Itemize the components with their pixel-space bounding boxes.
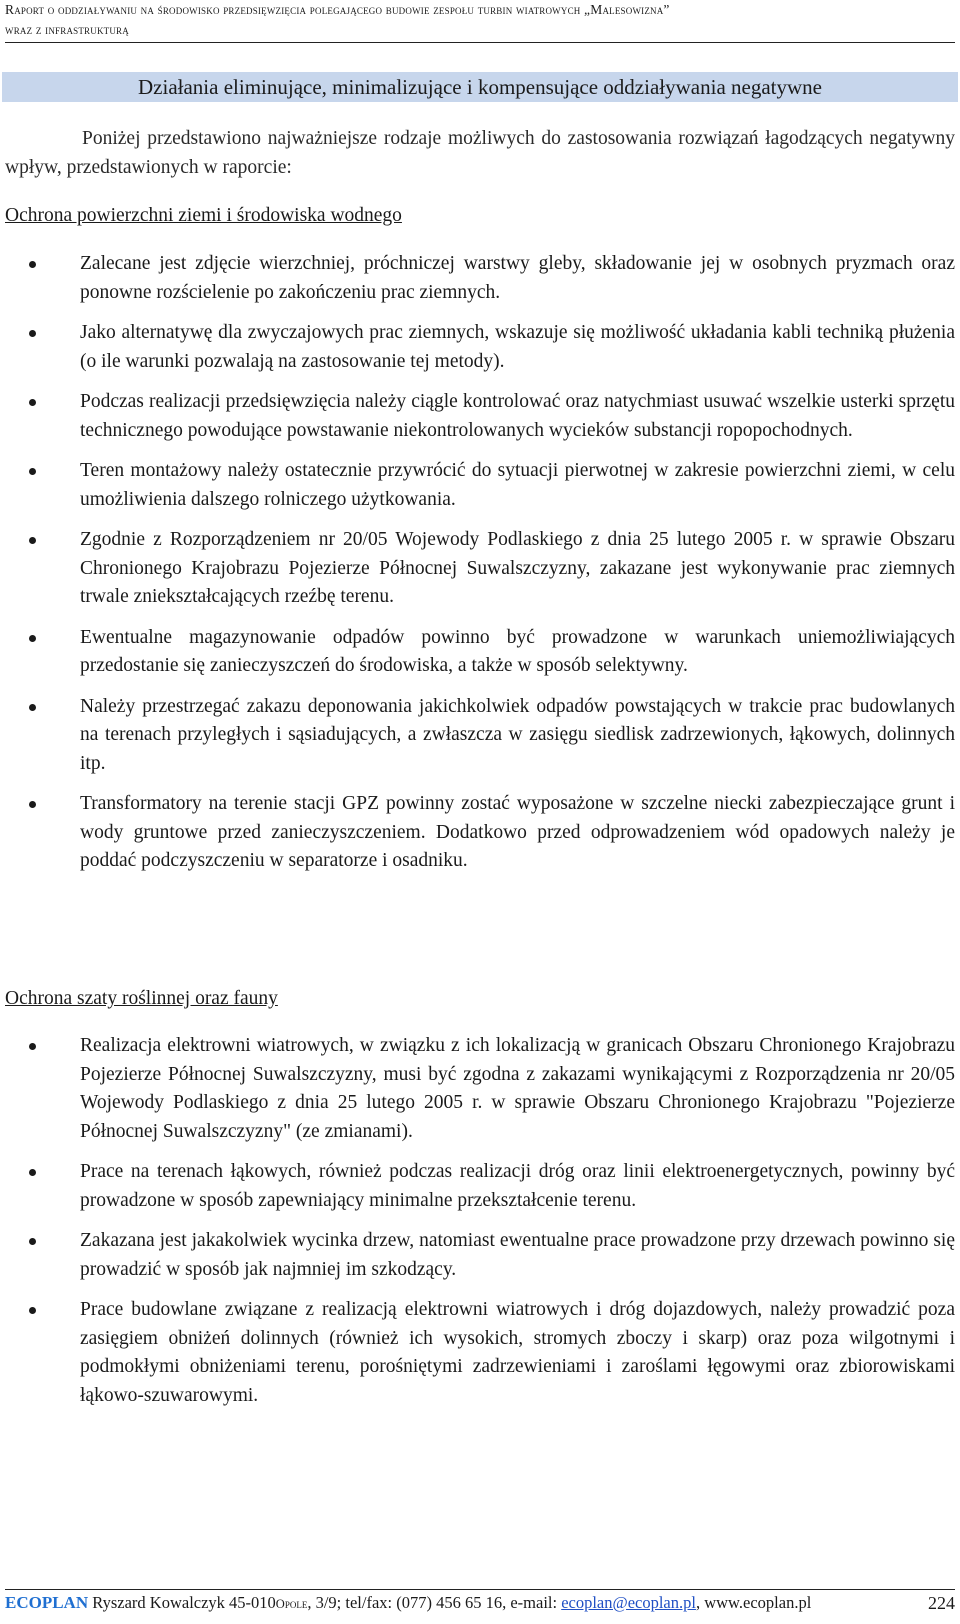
list-item-text: Transformatory na terenie stacji GPZ powinny zostać wyposażone w szczelne niecki zabezpieczające grunt i wody gruntowe przed zanieczyszczeniem. Dodatkowo przed odprowadzeniem wód opadowych należy je poddać podczyszczeniu w separatorze i osadniku. — [80, 793, 955, 871]
list-item — [0, 1227, 960, 1284]
footer-postcode: 45-010 — [229, 1593, 276, 1612]
footer-address: , 3/9; tel/fax: (077) 456 65 16, e-mail: — [307, 1593, 562, 1612]
measures-list-soil-water — [0, 250, 960, 876]
bullet-icon — [29, 704, 36, 711]
intro-paragraph: Poniżej przedstawiono najważniejsze rodzaje możliwych do zastosowania rozwiązań łagodzących negatywny wpływ, przedstawionych w raporcie: — [5, 128, 955, 178]
list-item — [0, 526, 960, 612]
list-item-text: Podczas realizacji przedsięwzięcia należy ciągle kontrolować oraz natychmiast usuwać wszelkie usterki sprzętu technicznego powodujące powstawanie niekontrolowanych wycieków substancji ropopochodnych. — [80, 391, 955, 441]
footer-brand: ECOPLAN — [5, 1593, 89, 1612]
list-item — [0, 250, 960, 307]
footer-author: Ryszard Kowalczyk — [92, 1593, 225, 1612]
list-item — [0, 1032, 960, 1146]
bullet-icon — [29, 537, 36, 544]
running-header-line-1: Raport o oddziaływaniu na środowisko przedsięwzięcia polegającego budowie zespołu turbin wiatrowych „Malesowizna” — [5, 2, 670, 17]
bullet-icon — [29, 801, 36, 808]
section-title: Działania eliminujące, minimalizujące i kompensujące oddziaływania negatywne — [2, 72, 958, 102]
footer-city: Opole — [275, 1597, 308, 1611]
list-item — [0, 624, 960, 681]
bullet-icon — [29, 261, 36, 268]
list-item — [0, 693, 960, 779]
running-header — [5, 0, 955, 43]
footer-email-link[interactable]: ecoplan@ecoplan.pl — [561, 1593, 696, 1612]
bullet-icon — [29, 1238, 36, 1245]
subsection-title-soil-water: Ochrona powierzchni ziemi i środowiska wodnego — [5, 205, 402, 226]
bullet-icon — [29, 468, 36, 475]
bullet-icon — [29, 1307, 36, 1314]
page-number: 224 — [928, 1593, 955, 1613]
list-item — [0, 457, 960, 514]
bullet-icon — [29, 1043, 36, 1050]
list-item-text: Zgodnie z Rozporządzeniem nr 20/05 Wojewody Podlaskiego z dnia 25 lutego 2005 r. w sprawie Obszaru Chronionego Krajobrazu Pojezierze Północnej Suwalszczyzny, zakazane jest wykonywanie prac ziemnych trwale zniekształcających rzeźbę terenu. — [80, 529, 955, 607]
bullet-icon — [29, 330, 36, 337]
list-item-text: Zakazana jest jakakolwiek wycinka drzew, natomiast ewentualne prace prowadzone przy drzewach powinno się prowadzić w sposób jak najmniej im szkodzący. — [80, 1230, 955, 1280]
measures-list-flora-fauna — [0, 1032, 960, 1410]
list-item — [0, 388, 960, 445]
list-item — [0, 1158, 960, 1215]
list-item-text: Należy przestrzegać zakazu deponowania jakichkolwiek odpadów powstających w trakcie prac budowlanych na terenach przyległych i sąsiadujących, a zwłaszcza w zasięgu siedlisk zadrzewionych, łąkowych, dolinnych itp. — [80, 695, 955, 774]
list-item-text: Zalecane jest zdjęcie wierzchniej, próchniczej warstwy gleby, składowanie jej w osobnych pryzmach oraz ponowne rozścielenie po zakończeniu prac ziemnych. — [80, 253, 955, 303]
footer-website: , www.ecoplan.pl — [695, 1593, 812, 1612]
list-item-text: Prace na terenach łąkowych, również podczas realizacji dróg oraz linii elektroenergetycznych, powinny być prowadzone w sposób zapewniający minimalne przekształcenie terenu. — [80, 1161, 955, 1211]
list-item — [0, 790, 960, 876]
list-item-text: Teren montażowy należy ostatecznie przywrócić do sytuacji pierwotnej w zakresie powierzchni ziemi, w celu umożliwienia dalszego rolniczego użytkowania. — [80, 460, 955, 510]
list-item-text: Ewentualne magazynowanie odpadów powinno być prowadzone w warunkach uniemożliwiających przedostanie się zanieczyszczeń do środowiska, a także w sposób selektywny. — [80, 626, 955, 676]
list-item-text: Jako alternatywę dla zwyczajowych prac ziemnych, wskazuje się możliwość układania kabli techniką płużenia (o ile warunki pozwalają na zastosowanie tej metody). — [80, 322, 955, 372]
list-item — [0, 319, 960, 376]
bullet-icon — [29, 399, 36, 406]
list-item-text: Prace budowlane związane z realizacją elektrowni wiatrowych i dróg dojazdowych, należy prowadzić poza zasięgiem obniżeń dolinnych (również ich wysokich, stromych zboczy i skarp) oraz poza wilgotnymi i podmokłymi obniżeniami terenu, porośniętymi zadrzewieniami i zaroślami łęgowymi oraz zbiorowiskami łąkowo-szuwarowymi. — [80, 1299, 955, 1406]
bullet-icon — [29, 635, 36, 642]
list-item — [0, 1296, 960, 1410]
running-header-line-2: wraz z infrastrukturą — [5, 22, 129, 37]
subsection-title-flora-fauna: Ochrona szaty roślinnej oraz fauny — [5, 988, 278, 1009]
bullet-icon — [29, 1169, 36, 1176]
page-footer — [5, 1589, 955, 1616]
list-item-text: Realizacja elektrowni wiatrowych, w związku z ich lokalizacją w granicach Obszaru Chronionego Krajobrazu Pojezierze Północnej Suwalszczyzny, musi być zgodna z zakazami wynikającymi z Rozporządzenia nr 20/05 Wojewody Podlaskiego z dnia 25 lutego 2005 r. w sprawie Obszaru Chronionego Krajobrazu "Pojezierze Północnej Suwalszczyzny" (ze zmianami). — [80, 1035, 955, 1142]
